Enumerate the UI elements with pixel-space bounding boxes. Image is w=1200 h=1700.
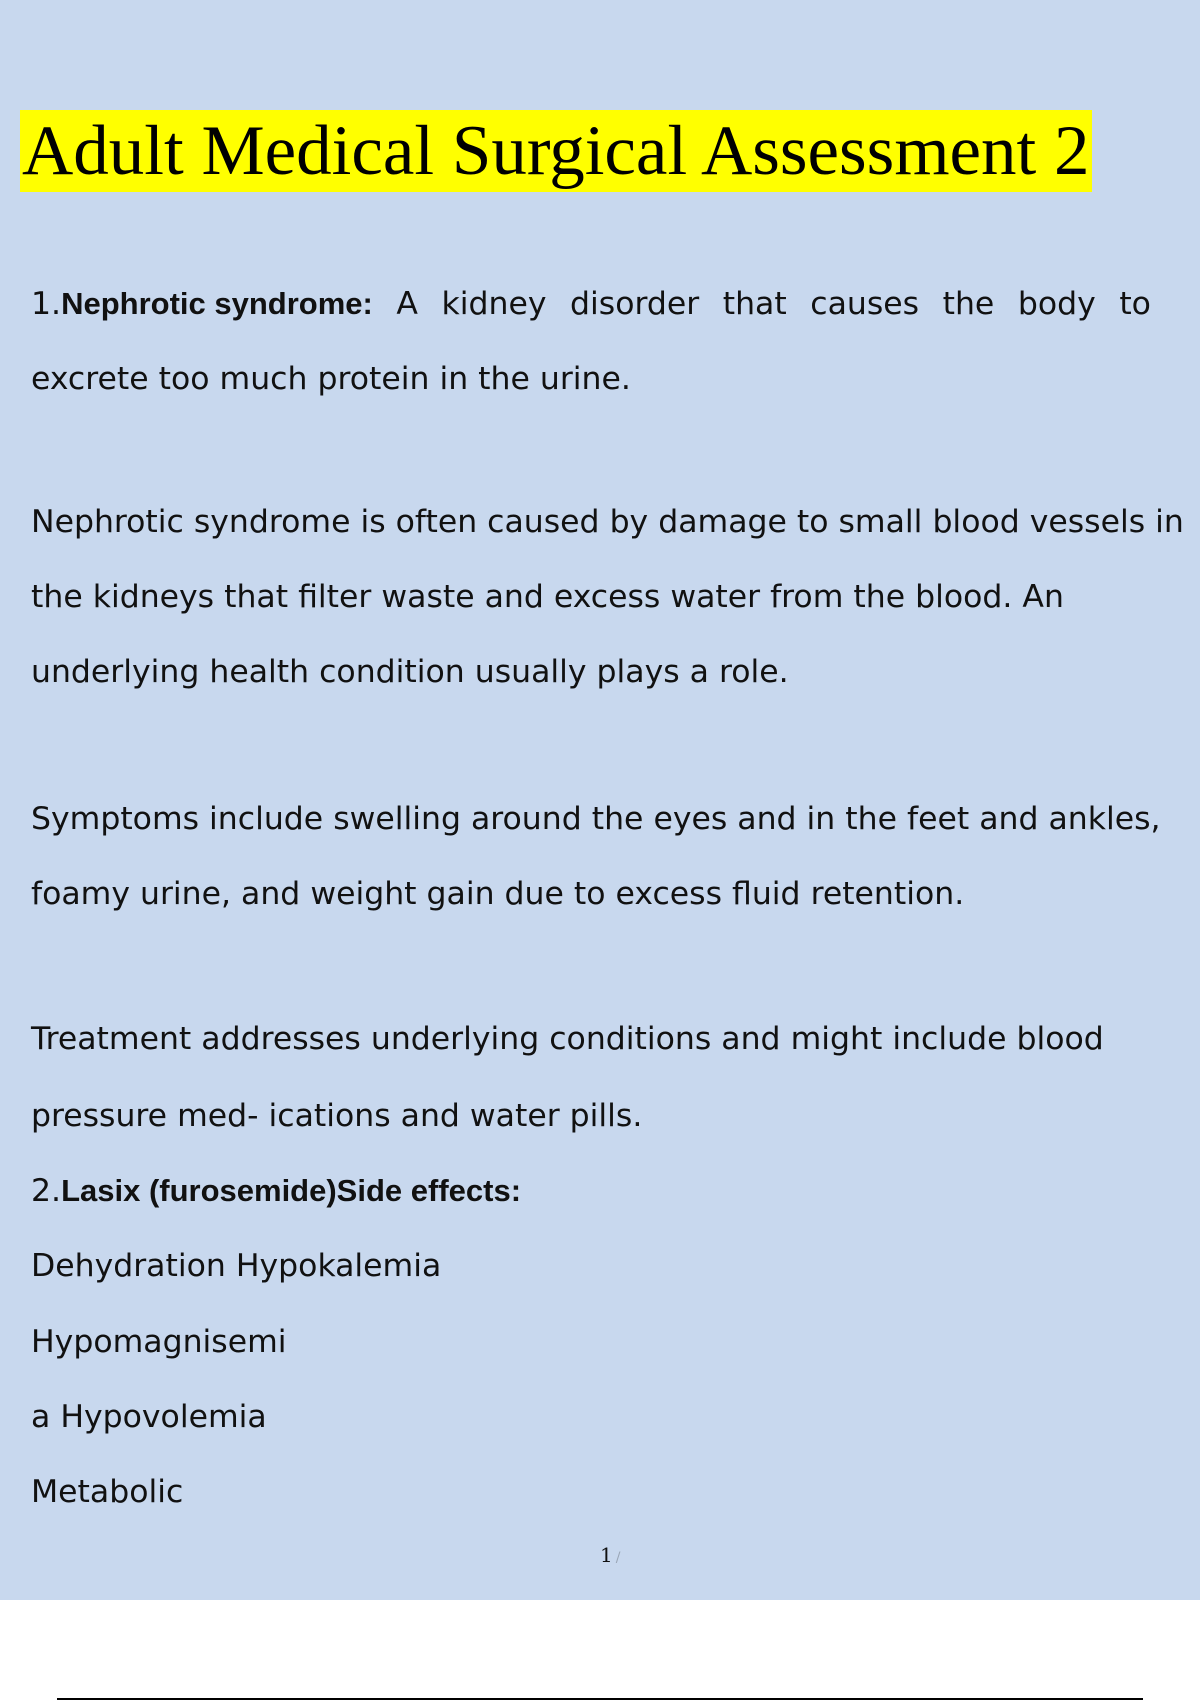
page-number-mark: / [615, 1550, 621, 1566]
side-effects-line: a Hypovolemia [31, 1399, 267, 1435]
cause-paragraph-line: Nephrotic syndrome is often caused by damage to small blood vessels in [31, 504, 1184, 540]
side-effects-line: Dehydration Hypokalemia [31, 1248, 442, 1284]
item-1-line [31, 284, 1151, 324]
cause-paragraph-line: the kidneys that filter waste and excess water from the blood. An [31, 579, 1064, 615]
definition-word: kidney [441, 286, 547, 322]
definition-word: causes [810, 286, 920, 322]
item-2-heading [31, 1171, 521, 1211]
item-1-definition-continued: excrete too much protein in the urine. [31, 361, 631, 397]
page-number [600, 1543, 620, 1567]
treatment-paragraph-line: Treatment addresses underlying conditions and might include blood [31, 1021, 1104, 1057]
item-1-term: Nephrotic syndrome: [61, 286, 373, 321]
symptoms-paragraph-line: foamy urine, and weight gain due to excess fluid retention. [31, 876, 965, 912]
item-2-term: Lasix (furosemide)Side effects: [61, 1173, 522, 1208]
item-1-number: 1. [31, 286, 62, 322]
definition-word: body [1017, 286, 1096, 322]
definition-word: that [722, 286, 787, 322]
definition-word: disorder [570, 286, 700, 322]
definition-word: the [942, 286, 995, 322]
page-number-value: 1 [600, 1543, 613, 1567]
document-title: Adult Medical Surgical Assessment 2 [22, 112, 1090, 190]
cause-paragraph-line: underlying health condition usually plays a role. [31, 654, 789, 690]
side-effects-line: Metabolic [31, 1474, 184, 1510]
treatment-paragraph-line: pressure med- ications and water pills. [31, 1098, 643, 1134]
definition-word: to [1119, 286, 1151, 322]
definition-word: A [396, 286, 418, 322]
side-effects-line: Hypomagnisemi [31, 1324, 287, 1360]
symptoms-paragraph-line: Symptoms include swelling around the eyes and in the feet and ankles, [31, 801, 1161, 837]
item-2-number: 2. [31, 1173, 62, 1209]
item-1-heading [31, 284, 373, 324]
